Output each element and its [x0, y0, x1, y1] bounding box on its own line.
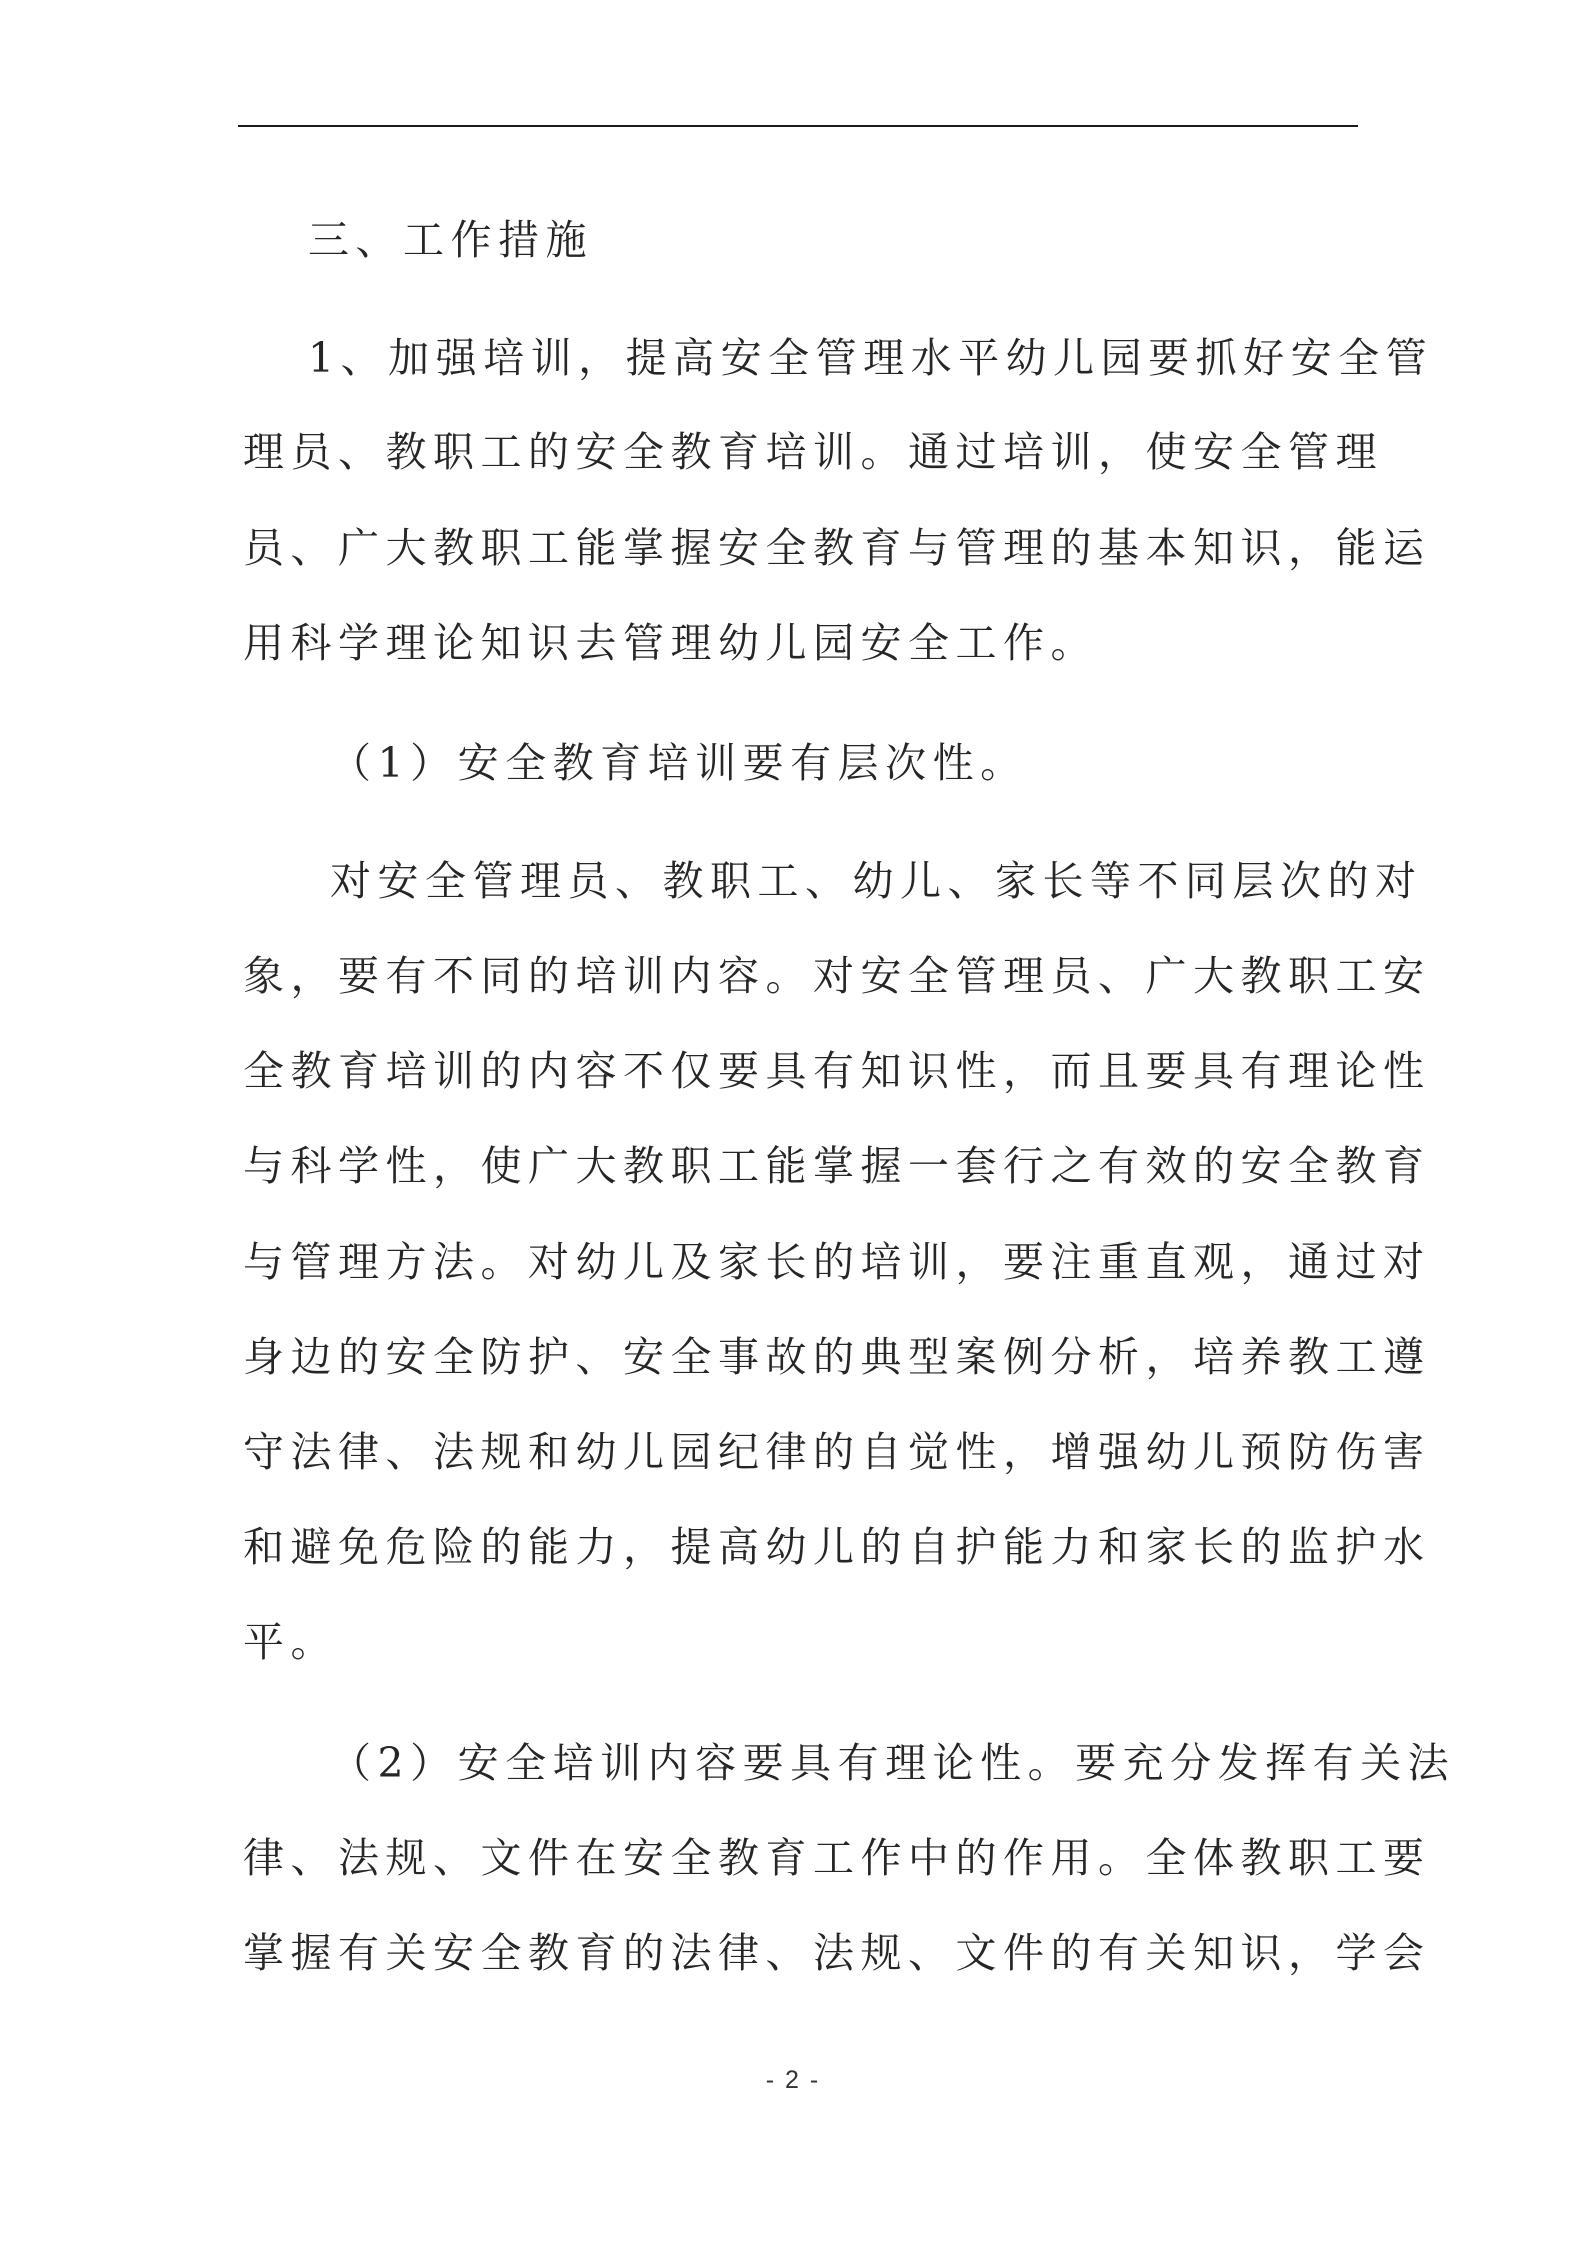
- paragraph-line: 象，要有不同的培训内容。对安全管理员、广大教职工安: [243, 952, 1431, 1000]
- paragraph-line: 身边的安全防护、安全事故的典型案例分析，培养教工遵: [243, 1333, 1431, 1381]
- paragraph-line: 与管理方法。对幼儿及家长的培训，要注重直观，通过对: [243, 1238, 1431, 1286]
- paragraph-line: 用科学理论知识去管理幼儿园安全工作。: [243, 619, 1098, 667]
- page-number: - 2 -: [765, 2066, 821, 2094]
- paragraph-line: 理员、教职工的安全教育培训。通过培训，使安全管理: [243, 428, 1383, 476]
- paragraph-line: （2）安全培训内容要具有理论性。要充分发挥有关法: [330, 1739, 1456, 1787]
- header-rule: [238, 125, 1358, 127]
- paragraph-line: 守法律、法规和幼儿园纪律的自觉性，增强幼儿预防伤害: [243, 1428, 1431, 1476]
- paragraph-line: 1、加强培训，提高安全管理水平幼儿园要抓好安全管: [308, 334, 1434, 382]
- paragraph-line: 员、广大教职工能掌握安全教育与管理的基本知识，能运: [243, 524, 1431, 572]
- subheading: （1）安全教育培训要有层次性。: [330, 739, 1028, 787]
- paragraph-line: 律、法规、文件在安全教育工作中的作用。全体教职工要: [243, 1834, 1431, 1882]
- paragraph-line: 和避免危险的能力，提高幼儿的自护能力和家长的监护水: [243, 1523, 1431, 1571]
- paragraph-line: 掌握有关安全教育的法律、法规、文件的有关知识，学会: [243, 1929, 1431, 1977]
- paragraph-line: 与科学性，使广大教职工能掌握一套行之有效的安全教育: [243, 1142, 1431, 1190]
- paragraph-line: 全教育培训的内容不仅要具有知识性，而且要具有理论性: [243, 1047, 1431, 1095]
- paragraph-line: 平。: [243, 1618, 338, 1666]
- paragraph-line: 对安全管理员、教职工、幼儿、家长等不同层次的对: [330, 857, 1423, 905]
- section-heading: 三、工作措施: [308, 216, 593, 264]
